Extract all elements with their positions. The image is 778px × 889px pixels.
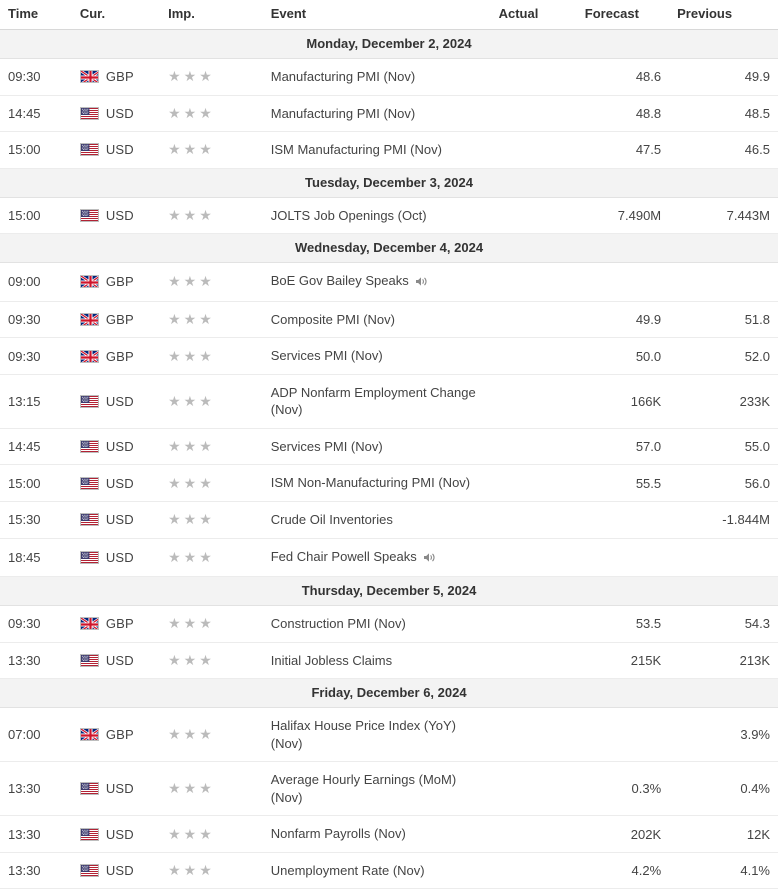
us-flag-icon — [80, 864, 99, 877]
event-actual — [491, 132, 577, 169]
speaker-icon[interactable] — [423, 550, 436, 568]
day-label: Monday, December 2, 2024 — [0, 30, 778, 59]
currency-code: USD — [105, 439, 134, 455]
event-name-label: Fed Chair Powell Speaks — [270, 548, 417, 564]
event-currency — [72, 816, 160, 853]
event-actual — [491, 301, 577, 338]
us-flag-icon — [80, 654, 99, 667]
event-currency — [72, 428, 160, 465]
event-name[interactable] — [263, 338, 491, 375]
us-flag-icon — [80, 395, 99, 408]
event-actual — [491, 59, 577, 96]
table-row[interactable] — [0, 606, 778, 643]
event-actual — [491, 197, 577, 234]
currency-code: USD — [105, 393, 134, 409]
day-separator-row — [0, 679, 778, 708]
event-currency — [72, 502, 160, 539]
table-row[interactable] — [0, 132, 778, 169]
event-importance[interactable] — [160, 374, 263, 428]
event-previous: 3.9% — [669, 708, 778, 762]
table-row[interactable] — [0, 428, 778, 465]
event-actual — [491, 852, 577, 889]
event-importance[interactable] — [160, 502, 263, 539]
event-name[interactable] — [263, 95, 491, 132]
us-flag-icon — [80, 828, 99, 841]
importance-stars: ★★★ — [168, 548, 215, 565]
event-forecast: 53.5 — [577, 606, 669, 643]
event-name[interactable] — [263, 852, 491, 889]
table-row[interactable] — [0, 95, 778, 132]
us-flag-icon — [80, 551, 99, 564]
currency-code: USD — [105, 142, 134, 158]
event-previous: 51.8 — [669, 301, 778, 338]
currency-code: GBP — [105, 348, 134, 364]
importance-stars: ★★★ — [168, 141, 215, 158]
us-flag-icon — [80, 513, 99, 526]
event-actual — [491, 338, 577, 375]
event-name[interactable] — [263, 59, 491, 96]
event-currency — [72, 59, 160, 96]
event-previous: 54.3 — [669, 606, 778, 643]
event-importance[interactable] — [160, 708, 263, 762]
table-row[interactable] — [0, 708, 778, 762]
event-time: 18:45 — [0, 538, 72, 577]
gb-flag-icon — [80, 728, 99, 741]
importance-stars: ★★★ — [168, 511, 215, 528]
gb-flag-icon — [80, 70, 99, 83]
event-name-label: Initial Jobless Claims — [270, 652, 393, 668]
currency-code: GBP — [105, 312, 134, 327]
event-name[interactable] — [263, 197, 491, 234]
event-currency — [72, 374, 160, 428]
event-previous: -1.844M — [669, 502, 778, 539]
event-name-label: JOLTS Job Openings (Oct) — [270, 207, 427, 223]
us-flag-icon — [80, 477, 99, 490]
event-forecast: 55.5 — [577, 465, 669, 502]
event-name-label: Composite PMI (Nov) — [270, 311, 395, 327]
gb-flag-icon — [80, 275, 99, 288]
event-time: 14:45 — [0, 428, 72, 465]
day-separator-row — [0, 168, 778, 197]
event-name[interactable] — [263, 816, 491, 853]
importance-stars: ★★★ — [168, 862, 215, 879]
table-row[interactable] — [0, 852, 778, 889]
us-flag-icon — [80, 440, 99, 453]
event-time: 15:00 — [0, 465, 72, 502]
event-actual — [491, 708, 577, 762]
event-time: 15:30 — [0, 502, 72, 539]
importance-stars: ★★★ — [168, 347, 215, 364]
event-currency — [72, 301, 160, 338]
event-actual — [491, 816, 577, 853]
event-previous — [669, 538, 778, 577]
event-name-label: ISM Non-Manufacturing PMI (Nov) — [270, 475, 471, 491]
currency-code: USD — [105, 826, 134, 842]
us-flag-icon — [80, 107, 99, 120]
event-forecast: 7.490M — [577, 197, 669, 234]
importance-stars: ★★★ — [168, 825, 215, 842]
column-header-previous[interactable]: Previous — [669, 0, 778, 30]
event-currency — [72, 642, 160, 679]
table-row[interactable] — [0, 263, 778, 302]
event-time: 13:30 — [0, 762, 72, 816]
day-separator-row — [0, 234, 778, 263]
column-header-time[interactable]: Time — [0, 0, 72, 30]
day-separator-row — [0, 30, 778, 59]
event-name-label: Services PMI (Nov) — [270, 438, 383, 454]
column-header-importance[interactable]: Imp. — [160, 0, 263, 30]
event-time: 13:30 — [0, 642, 72, 679]
event-name[interactable] — [263, 762, 491, 816]
event-forecast: 4.2% — [577, 852, 669, 889]
table-row[interactable] — [0, 301, 778, 338]
event-forecast: 0.3% — [577, 762, 669, 816]
event-importance[interactable] — [160, 132, 263, 169]
event-importance[interactable] — [160, 338, 263, 375]
event-time: 13:15 — [0, 374, 72, 428]
event-time: 15:00 — [0, 132, 72, 169]
table-body — [0, 30, 778, 889]
event-name[interactable] — [263, 642, 491, 679]
event-forecast — [577, 263, 669, 302]
event-forecast: 202K — [577, 816, 669, 853]
event-currency — [72, 465, 160, 502]
table-row[interactable] — [0, 59, 778, 96]
importance-stars: ★★★ — [168, 104, 215, 121]
event-time: 09:30 — [0, 59, 72, 96]
event-forecast: 49.9 — [577, 301, 669, 338]
importance-stars: ★★★ — [168, 68, 215, 85]
event-importance[interactable] — [160, 538, 263, 577]
event-actual — [491, 762, 577, 816]
day-separator-row — [0, 577, 778, 606]
event-name[interactable] — [263, 301, 491, 338]
table-row[interactable] — [0, 502, 778, 539]
us-flag-icon — [80, 782, 99, 795]
gb-flag-icon — [80, 617, 99, 630]
event-name-label: Construction PMI (Nov) — [270, 616, 406, 632]
event-previous: 7.443M — [669, 197, 778, 234]
event-previous: 49.9 — [669, 59, 778, 96]
event-forecast — [577, 708, 669, 762]
event-actual — [491, 428, 577, 465]
event-forecast: 166K — [577, 374, 669, 428]
event-name-label: Average Hourly Earnings (MoM) (Nov) — [270, 772, 457, 805]
event-currency — [72, 132, 160, 169]
importance-stars: ★★★ — [168, 474, 215, 491]
day-label: Thursday, December 5, 2024 — [0, 577, 778, 606]
event-previous: 213K — [669, 642, 778, 679]
event-forecast: 48.6 — [577, 59, 669, 96]
event-actual — [491, 642, 577, 679]
importance-stars: ★★★ — [168, 273, 215, 290]
currency-code: GBP — [105, 274, 134, 290]
event-forecast: 50.0 — [577, 338, 669, 375]
gb-flag-icon — [80, 350, 99, 363]
event-actual — [491, 465, 577, 502]
table-row[interactable] — [0, 816, 778, 853]
gb-flag-icon — [80, 313, 99, 326]
importance-stars: ★★★ — [168, 438, 215, 455]
event-time: 14:45 — [0, 95, 72, 132]
event-name-label: ISM Manufacturing PMI (Nov) — [270, 142, 442, 158]
event-time: 09:30 — [0, 606, 72, 643]
event-time: 07:00 — [0, 708, 72, 762]
table-row[interactable] — [0, 197, 778, 234]
event-previous — [669, 263, 778, 302]
event-actual — [491, 374, 577, 428]
event-previous: 46.5 — [669, 132, 778, 169]
event-previous: 52.0 — [669, 338, 778, 375]
event-previous: 233K — [669, 374, 778, 428]
event-currency — [72, 852, 160, 889]
event-name-label: Manufacturing PMI (Nov) — [270, 69, 416, 84]
importance-stars: ★★★ — [168, 206, 215, 223]
event-importance[interactable] — [160, 465, 263, 502]
currency-code: USD — [105, 549, 134, 565]
event-importance[interactable] — [160, 95, 263, 132]
table-header — [0, 0, 778, 30]
event-forecast — [577, 538, 669, 577]
us-flag-icon — [80, 143, 99, 156]
event-importance[interactable] — [160, 428, 263, 465]
event-previous: 48.5 — [669, 95, 778, 132]
column-header-forecast[interactable]: Forecast — [577, 0, 669, 30]
currency-code: USD — [105, 512, 134, 528]
event-forecast — [577, 502, 669, 539]
currency-code: USD — [105, 863, 134, 879]
column-header-actual[interactable]: Actual — [491, 0, 577, 30]
event-currency — [72, 708, 160, 762]
currency-code: USD — [105, 105, 134, 121]
event-name[interactable] — [263, 374, 491, 428]
event-name-label: Nonfarm Payrolls (Nov) — [270, 826, 406, 842]
event-name[interactable] — [263, 132, 491, 169]
event-currency — [72, 538, 160, 577]
event-forecast: 57.0 — [577, 428, 669, 465]
event-importance[interactable] — [160, 197, 263, 234]
event-name[interactable] — [263, 428, 491, 465]
event-actual — [491, 502, 577, 539]
event-name[interactable] — [263, 465, 491, 502]
event-name[interactable] — [263, 708, 491, 762]
event-name[interactable] — [263, 606, 491, 643]
event-forecast: 47.5 — [577, 132, 669, 169]
event-previous: 56.0 — [669, 465, 778, 502]
importance-stars: ★★★ — [168, 780, 215, 797]
event-time: 09:00 — [0, 263, 72, 302]
event-actual — [491, 263, 577, 302]
event-previous: 4.1% — [669, 852, 778, 889]
event-previous: 55.0 — [669, 428, 778, 465]
event-currency — [72, 606, 160, 643]
event-importance[interactable] — [160, 606, 263, 643]
event-name-label: Unemployment Rate (Nov) — [270, 862, 425, 878]
event-time: 09:30 — [0, 338, 72, 375]
event-name-label: Crude Oil Inventories — [270, 512, 393, 528]
importance-stars: ★★★ — [168, 615, 215, 632]
table-row[interactable] — [0, 762, 778, 816]
event-actual — [491, 606, 577, 643]
event-actual — [491, 538, 577, 577]
event-currency — [72, 263, 160, 302]
event-importance[interactable] — [160, 263, 263, 302]
event-name[interactable] — [263, 502, 491, 539]
event-forecast: 215K — [577, 642, 669, 679]
event-importance[interactable] — [160, 816, 263, 853]
event-name[interactable] — [263, 538, 491, 577]
importance-stars: ★★★ — [168, 392, 215, 409]
currency-code: GBP — [105, 616, 134, 632]
day-label: Wednesday, December 4, 2024 — [0, 234, 778, 263]
event-importance[interactable] — [160, 642, 263, 679]
event-importance[interactable] — [160, 762, 263, 816]
event-name-label: Halifax House Price Index (YoY) (Nov) — [270, 718, 456, 751]
event-time: 13:30 — [0, 816, 72, 853]
event-currency — [72, 95, 160, 132]
table-header-row — [0, 0, 778, 30]
event-time: 13:30 — [0, 852, 72, 889]
event-forecast: 48.8 — [577, 95, 669, 132]
event-importance[interactable] — [160, 301, 263, 338]
table-row[interactable] — [0, 374, 778, 428]
currency-code: USD — [105, 781, 134, 797]
event-importance[interactable] — [160, 852, 263, 889]
importance-stars: ★★★ — [168, 726, 215, 743]
event-currency — [72, 762, 160, 816]
column-header-currency[interactable]: Cur. — [72, 0, 160, 30]
importance-stars: ★★★ — [168, 311, 215, 327]
column-header-event[interactable]: Event — [263, 0, 491, 30]
event-actual — [491, 95, 577, 132]
event-name-label: BoE Gov Bailey Speaks — [270, 273, 409, 289]
event-name[interactable] — [263, 263, 491, 302]
table-row[interactable] — [0, 465, 778, 502]
speaker-icon[interactable] — [415, 274, 428, 292]
event-previous: 0.4% — [669, 762, 778, 816]
currency-code: USD — [105, 652, 134, 668]
currency-code: GBP — [105, 727, 134, 743]
day-label: Tuesday, December 3, 2024 — [0, 168, 778, 197]
event-name-label: Manufacturing PMI (Nov) — [270, 105, 416, 121]
event-previous: 12K — [669, 816, 778, 853]
importance-stars: ★★★ — [168, 651, 215, 668]
us-flag-icon — [80, 209, 99, 222]
currency-code: GBP — [105, 69, 134, 85]
event-currency — [72, 197, 160, 234]
currency-code: USD — [105, 475, 134, 491]
event-importance[interactable] — [160, 59, 263, 96]
event-currency — [72, 338, 160, 375]
event-name-label: ADP Nonfarm Employment Change (Nov) — [270, 384, 476, 418]
event-time: 09:30 — [0, 301, 72, 338]
currency-code: USD — [105, 207, 134, 223]
event-time: 15:00 — [0, 197, 72, 234]
table-row[interactable] — [0, 338, 778, 375]
table-row[interactable] — [0, 538, 778, 577]
table-row[interactable] — [0, 642, 778, 679]
day-label: Friday, December 6, 2024 — [0, 679, 778, 708]
event-name-label: Services PMI (Nov) — [270, 348, 383, 364]
